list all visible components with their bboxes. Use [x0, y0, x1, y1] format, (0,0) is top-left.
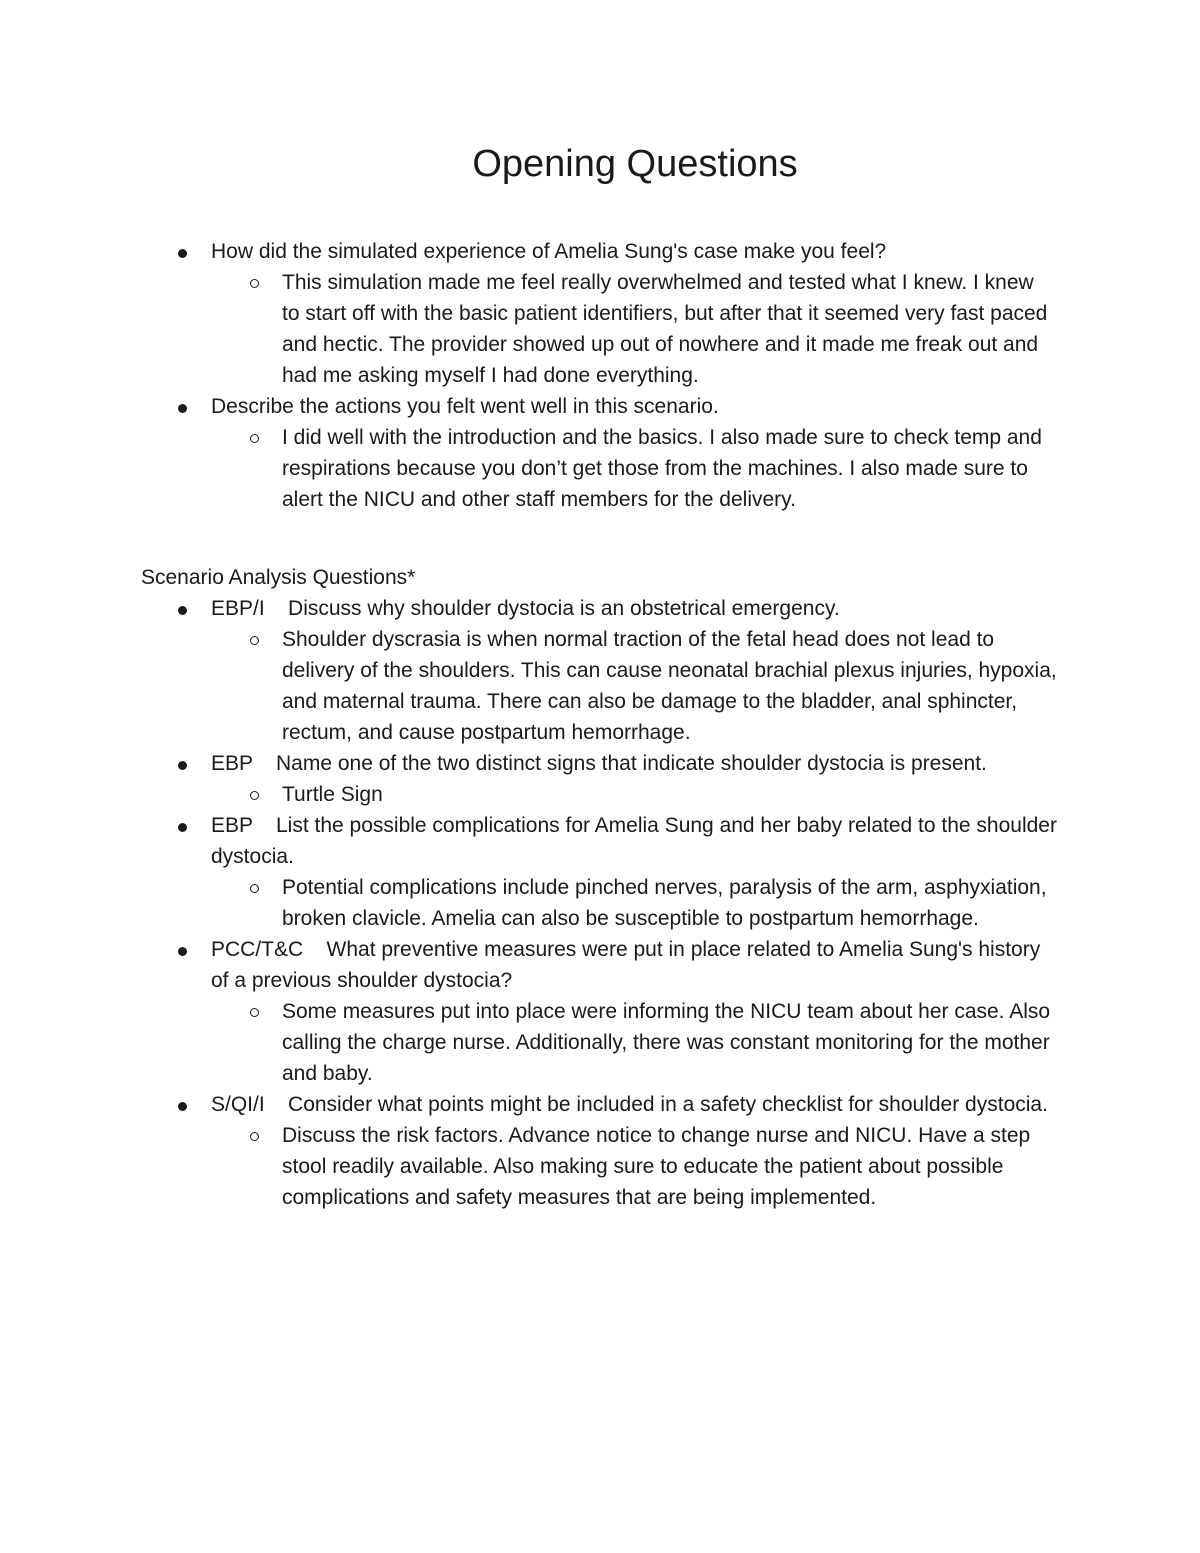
category-tag: S/QI/I	[211, 1093, 265, 1116]
bullet-icon	[178, 761, 187, 770]
hollow-bullet-icon	[250, 1008, 259, 1017]
bullet-icon	[178, 947, 187, 956]
question-item	[0, 391, 1061, 515]
question-item	[0, 748, 1061, 810]
answer-text: Some measures put into place were informing the NICU team about her case. Also calling the charge nurse. Additionally, there was constant monitoring for the mother and baby.	[282, 1000, 1051, 1085]
opening-questions-list	[0, 236, 1200, 515]
answer-item	[0, 779, 1057, 810]
answer-list	[0, 422, 1061, 515]
answer-text: Shoulder dyscrasia is when normal traction of the fetal head does not lead to delivery of the shoulders. This can cause neonatal brachial plexus injuries, hypoxia, and maternal trauma. There can also be damage to the bladder, anal sphincter, rectum, and cause postpartum hemorrhage.	[282, 628, 1057, 744]
category-tag: EBP/I	[211, 597, 265, 620]
bullet-icon	[178, 823, 187, 832]
page-title: Opening Questions	[472, 143, 798, 185]
answer-text: I did well with the introduction and the basics. I also made sure to check temp and respirations because you don’t get those from the machines. I also made sure to alert the NICU and other staff members for the delivery.	[282, 426, 1042, 511]
scenario-questions-list	[0, 562, 1200, 1213]
question-item	[0, 934, 1061, 1089]
hollow-bullet-icon	[250, 1132, 259, 1141]
answer-text: Potential complications include pinched nerves, paralysis of the arm, asphyxiation, broken clavicle. Amelia can also be susceptible to postpartum hemorrhage.	[282, 876, 1047, 930]
question-item	[0, 236, 1061, 391]
category-tag: EBP	[211, 752, 253, 775]
bullet-icon	[178, 606, 187, 615]
answer-list	[0, 1120, 1061, 1213]
section-heading: Scenario Analysis Questions*	[141, 566, 416, 589]
question-text: Consider what points might be included in a safety checklist for shoulder dystocia.	[288, 1093, 1048, 1116]
answer-text: This simulation made me feel really overwhelmed and tested what I knew. I knew to start off with the basic patient identifiers, but after that it seemed very fast paced and hectic. The provider showed up out of nowhere and it made me freak out and had me asking myself I had done everything.	[282, 271, 1048, 387]
hollow-bullet-icon	[250, 434, 259, 443]
category-tag: EBP	[211, 814, 253, 837]
question-text: Discuss why shoulder dystocia is an obstetrical emergency.	[288, 597, 840, 620]
bullet-icon	[178, 404, 187, 413]
bullet-icon	[178, 1102, 187, 1111]
question-text: List the possible complications for Amelia Sung and her baby related to the shoulder dystocia.	[211, 814, 1057, 868]
answer-item	[0, 422, 1057, 515]
answer-text: Turtle Sign	[282, 783, 383, 806]
hollow-bullet-icon	[250, 636, 259, 645]
answer-item	[0, 267, 1057, 391]
question-text: What preventive measures were put in place related to Amelia Sung's history of a previous shoulder dystocia?	[211, 938, 1041, 992]
answer-item	[0, 1120, 1057, 1213]
question-text: How did the simulated experience of Amelia Sung's case make you feel?	[211, 240, 887, 263]
answer-list	[0, 624, 1061, 748]
hollow-bullet-icon	[250, 279, 259, 288]
scenario-analysis-section	[0, 562, 1200, 1213]
answer-list	[0, 996, 1061, 1089]
category-tag: PCC/T&C	[211, 938, 304, 961]
answer-item	[0, 996, 1057, 1089]
bullet-icon	[178, 249, 187, 258]
answer-item	[0, 624, 1057, 748]
question-item	[0, 810, 1061, 934]
hollow-bullet-icon	[250, 884, 259, 893]
hollow-bullet-icon	[250, 791, 259, 800]
answer-list	[0, 267, 1061, 391]
answer-text: Discuss the risk factors. Advance notice to change nurse and NICU. Have a step stool readily available. Also making sure to educate the patient about possible complications and safety measures that are being implemented.	[282, 1124, 1031, 1209]
question-text: Name one of the two distinct signs that indicate shoulder dystocia is present.	[276, 752, 987, 775]
question-item	[0, 593, 1061, 748]
answer-list	[0, 779, 1061, 810]
answer-list	[0, 872, 1061, 934]
answer-item	[0, 872, 1057, 934]
opening-questions-section	[0, 236, 1200, 515]
question-text: Describe the actions you felt went well in this scenario.	[211, 395, 719, 418]
question-item	[0, 1089, 1061, 1213]
